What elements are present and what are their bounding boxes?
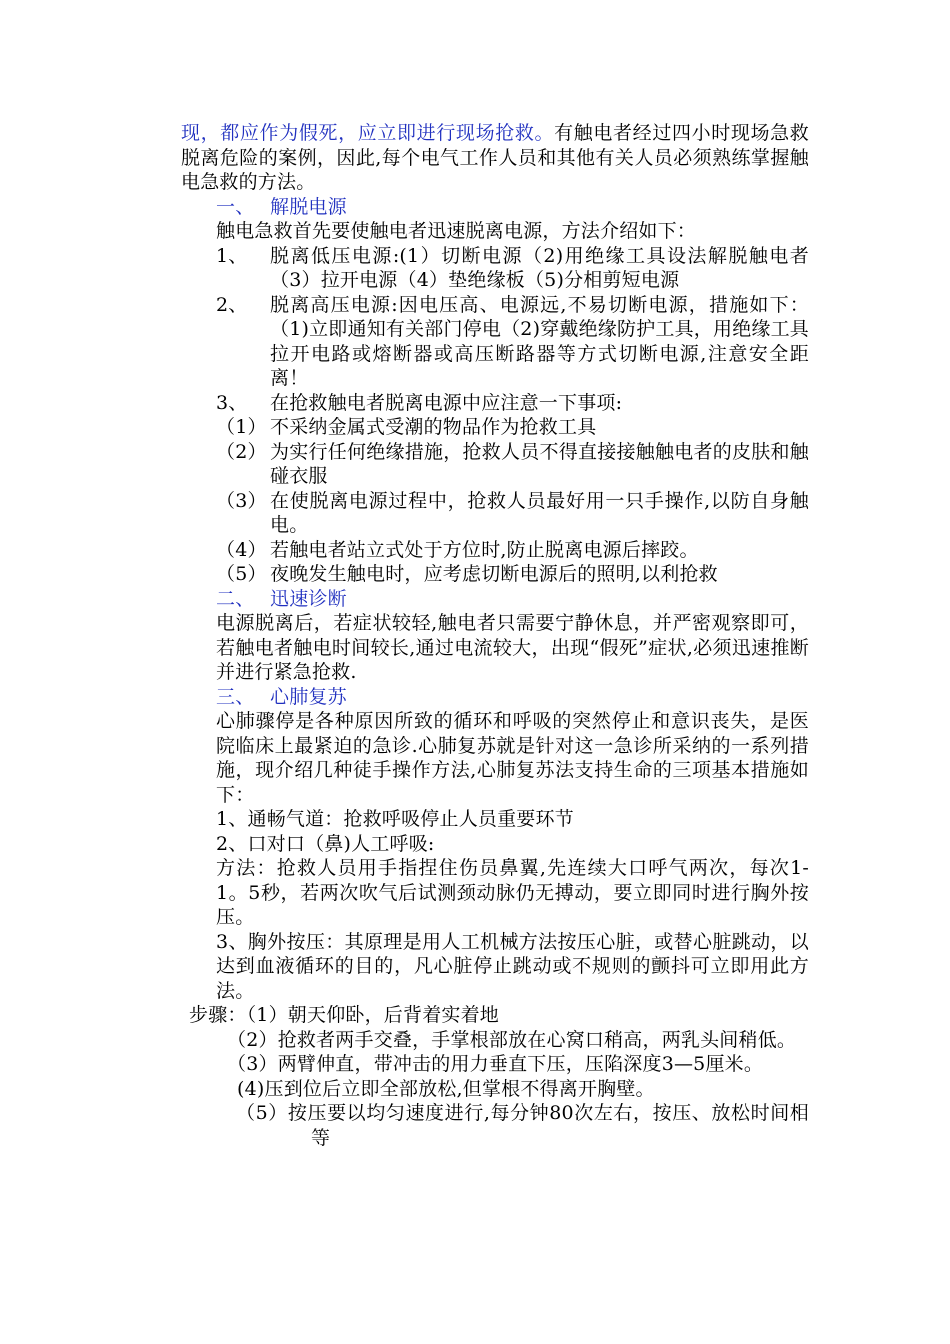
section3-line1: 1、通畅气道：抢救呼吸停止人员重要环节 (216, 808, 574, 830)
item-number: 2、 (216, 293, 248, 316)
item-text: 脱离高压电源:因电压高、电源远,不易切断电源，措施如下：（1)立即通知有关部门停电（2)穿戴绝缘防护工具，用绝缘工具拉开电路或熔断器或高压断路器等方式切断电源,注意安全距离！ (270, 293, 810, 389)
sub-item-text: 若触电者站立式处于方位时,防止脱离电源后摔跤。 (270, 538, 699, 561)
sub-list-item (216, 440, 809, 489)
intro-highlight: 现，都应作为假死，应立即进行现场抢救。 (181, 122, 555, 144)
section-heading-1 (216, 195, 809, 220)
section-title: 迅速诊断 (270, 587, 347, 610)
sub-item-number: （1） (216, 416, 267, 438)
step-item: (4)压到位后立即全部放松,但掌根不得离开胸壁。 (237, 1077, 655, 1100)
step-item: （1）朝天仰卧，后背着实着地 (246, 1004, 499, 1026)
intro-paragraph (181, 121, 809, 195)
step-item: （5）按压要以均匀速度进行,每分钟80次左右，按压、放松时间相等 (236, 1102, 809, 1149)
sub-list-item (216, 415, 809, 440)
item-text: 脱离低压电源:(1）切断电源（2)用绝缘工具设法解脱触电者（3）拉开电源（4）垫绝缘板（5)分相剪短电源 (270, 244, 809, 291)
sub-list-item (216, 562, 809, 587)
section3-text: 心肺骤停是各种原因所致的循环和呼吸的突然停止和意识丧失，是医院临床上最紧迫的急诊.心肺复苏就是针对这一急诊所采纳的一系列措施，现介绍几种徒手操作方法,心肺复苏法支持生命的三项基本措施如下： (216, 710, 809, 806)
step-item: （2）抢救者两手交叠，手掌根部放在心窝口稍高，两乳头间稍低。 (227, 1028, 797, 1051)
item-number: 3、 (216, 391, 248, 414)
sub-list-item (216, 538, 809, 563)
sub-item-text: 在使脱离电源过程中，抢救人员最好用一只手操作,以防自身触电。 (270, 489, 809, 536)
section3-method: 方法：抢救人员用手指捏住伤员鼻翼,先连续大口呼气两次，每次1-1。5秒，若两次吹气后试测颈动脉仍无搏动，要立即同时进行胸外按压。 (216, 857, 809, 928)
item-text: 在抢救触电者脱离电源中应注意一下事项: (270, 391, 623, 414)
section3-line2: 2、口对口（鼻)人工呼吸: (216, 832, 435, 855)
section-number: 三、 (216, 685, 255, 708)
section-number: 一、 (216, 195, 255, 218)
section-heading-3 (216, 685, 809, 710)
steps-first-line (189, 1003, 809, 1028)
section-title: 心肺复苏 (270, 685, 347, 708)
sub-item-text: 为实行任何绝缘措施，抢救人员不得直接接触触电者的皮肤和触碰衣服 (270, 440, 809, 487)
sub-item-number: （2） (216, 440, 267, 463)
section-heading-2 (216, 587, 809, 612)
step-item: （3）两臂伸直，带冲击的用力垂直下压，压陷深度3—5厘米。 (227, 1053, 764, 1075)
sub-item-number: （3） (216, 489, 267, 512)
section1-lead: 触电急救首先要使触电者迅速脱离电源，方法介绍如下： (216, 220, 697, 242)
list-item (216, 391, 809, 416)
sub-item-text: 夜晚发生触电时，应考虑切断电源后的照明,以利抢救 (270, 563, 718, 585)
steps-label: 步骤： (189, 1004, 247, 1026)
sub-list-item (216, 489, 809, 538)
list-item (216, 244, 809, 293)
section3-line3: 3、胸外按压：其原理是用人工机械方法按压心脏，或替心脏跳动，以达到血液循环的目的，凡心脏停止跳动或不规则的颤抖可立即用此方法。 (216, 930, 809, 1002)
item-number: 1、 (216, 244, 248, 267)
sub-item-number: （5） (216, 563, 267, 585)
sub-item-text: 不采纳金属式受潮的物品作为抢救工具 (270, 416, 597, 438)
sub-item-number: （4） (216, 538, 267, 561)
section-number: 二、 (216, 587, 255, 610)
section-title: 解脱电源 (270, 195, 347, 218)
list-item (216, 293, 809, 391)
intro-text: 有触电者经过四小时现场急救脱离危险的案例，因此,每个电气工作人员和其他有关人员必须熟练掌握触电急救的方法。 (181, 122, 809, 193)
section2-text: 电源脱离后，若症状较轻,触电者只需要宁静休息，并严密观察即可，若触电者触电时间较长,通过电流较大，出现“假死”症状,必须迅速推断并进行紧急抢救. (216, 612, 809, 683)
document-body (181, 121, 809, 1150)
